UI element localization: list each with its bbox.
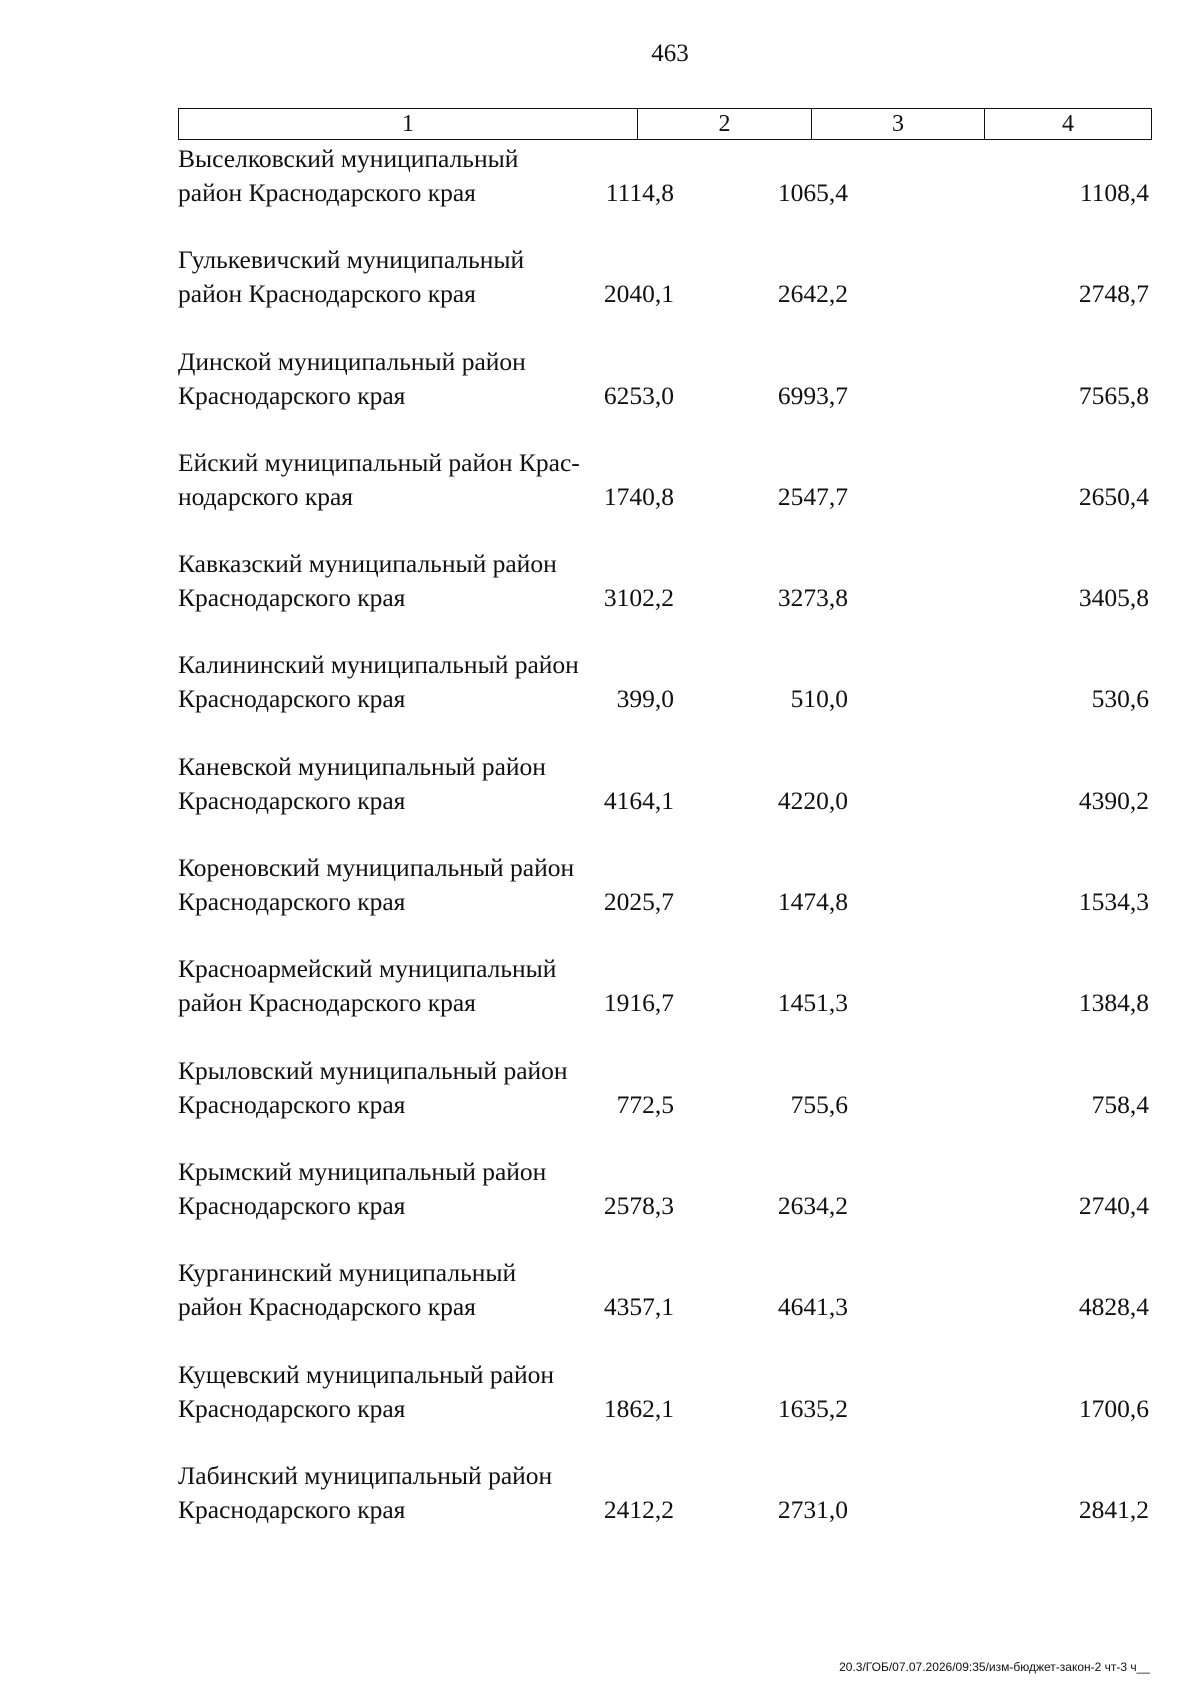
value-col-4: 4828,4	[1078, 1292, 1149, 1322]
table-row	[178, 345, 1152, 446]
value-col-3: 510,0	[790, 684, 848, 714]
district-name: Калининский муниципальный район Краснодарского края	[178, 650, 579, 714]
value-col-2: 4164,1	[603, 785, 674, 815]
value-col-3: 2731,0	[777, 1494, 848, 1524]
value-col-2: 399,0	[616, 684, 674, 714]
value-col-2: 1916,7	[603, 988, 674, 1018]
value-col-3: 2642,2	[777, 279, 848, 309]
value-col-2: 1114,8	[605, 178, 674, 207]
value-col-3: 1635,2	[777, 1393, 848, 1423]
value-col-2: 2578,3	[603, 1190, 674, 1220]
district-name: Крыловский муниципальный район Краснодарского края	[178, 1055, 568, 1119]
district-name: Лабинский муниципальный район Краснодарского края	[178, 1460, 553, 1524]
value-col-3: 4641,3	[777, 1292, 848, 1322]
value-col-2: 4357,1	[603, 1292, 674, 1322]
value-col-4: 2740,4	[1078, 1190, 1149, 1220]
value-col-2: 1740,8	[603, 481, 674, 511]
table-row	[178, 243, 1152, 344]
district-name: Красноармейский муниципальный район Краснодарского края	[178, 954, 557, 1018]
value-col-2: 1862,1	[603, 1393, 674, 1423]
district-name: Кореновский муниципальный район Краснодарского края	[178, 853, 575, 917]
table-row	[178, 1155, 1152, 1256]
table-row	[178, 1358, 1152, 1459]
value-col-2: 772,5	[616, 1089, 674, 1119]
column-header-3: 3	[812, 109, 985, 139]
value-col-4: 2748,7	[1078, 279, 1149, 309]
table-row	[178, 750, 1152, 851]
value-col-3: 755,6	[790, 1089, 848, 1119]
district-name: Выселковский муниципальный район Краснодарского края	[178, 144, 519, 207]
table-body	[178, 142, 1152, 1560]
table-row	[178, 1459, 1152, 1560]
table-row	[178, 1256, 1152, 1357]
value-col-4: 2650,4	[1078, 481, 1149, 511]
district-name: Гулькевичский муниципальный район Краснодарского края	[178, 245, 525, 309]
table-row	[178, 1054, 1152, 1155]
value-col-3: 1065,4	[777, 178, 848, 207]
value-col-4: 758,4	[1091, 1089, 1149, 1119]
value-col-3: 1474,8	[777, 887, 848, 917]
column-header-2: 2	[638, 109, 812, 139]
value-col-3: 3273,8	[777, 583, 848, 613]
value-col-3: 4220,0	[777, 785, 848, 815]
value-col-3: 1451,3	[777, 988, 848, 1018]
table-row	[178, 446, 1152, 547]
column-header-4: 4	[1062, 110, 1074, 137]
district-name: Динской муниципальный район Краснодарского края	[178, 346, 526, 410]
value-col-4: 1108,4	[1079, 178, 1149, 207]
value-col-4: 1700,6	[1078, 1393, 1149, 1423]
table-row	[178, 142, 1152, 243]
value-col-4: 1534,3	[1078, 887, 1149, 917]
table-row	[178, 648, 1152, 749]
district-name: Каневской муниципальный район Краснодарского края	[178, 751, 546, 815]
value-col-2: 3102,2	[603, 583, 674, 613]
district-name: Кавказский муниципальный район Краснодарского края	[178, 549, 557, 613]
value-col-4: 1384,8	[1078, 988, 1149, 1018]
document-stamp: 20.3/ГОБ/07.07.2026/09:35/изм-бюджет-закон-2 чт-3 ч__	[839, 1660, 1150, 1674]
district-name: Кущевский муниципальный район Краснодарского края	[178, 1359, 554, 1423]
value-col-2: 2412,2	[603, 1494, 674, 1524]
district-name: Курганинский муниципальный район Краснодарского края	[178, 1258, 517, 1322]
value-col-4: 2841,2	[1078, 1494, 1149, 1524]
table-row	[178, 547, 1152, 648]
value-col-4: 4390,2	[1078, 785, 1149, 815]
value-col-3: 6993,7	[777, 380, 848, 410]
value-col-4: 3405,8	[1078, 583, 1149, 613]
value-col-3: 2634,2	[777, 1190, 848, 1220]
district-name: Ейский муниципальный район Крас- нодарского края	[178, 447, 580, 511]
table-row	[178, 952, 1152, 1053]
district-name: Крымский муниципальный район Краснодарского края	[178, 1156, 547, 1220]
value-col-2: 2025,7	[603, 887, 674, 917]
value-col-4: 7565,8	[1078, 380, 1149, 410]
column-header-1: 1	[179, 109, 638, 139]
value-col-3: 2547,7	[777, 481, 848, 511]
page-number: 463	[651, 40, 689, 67]
value-col-4: 530,6	[1091, 684, 1149, 714]
value-col-2: 6253,0	[603, 380, 674, 410]
table-header	[178, 108, 1152, 140]
table-row	[178, 851, 1152, 952]
value-col-2: 2040,1	[603, 279, 674, 309]
